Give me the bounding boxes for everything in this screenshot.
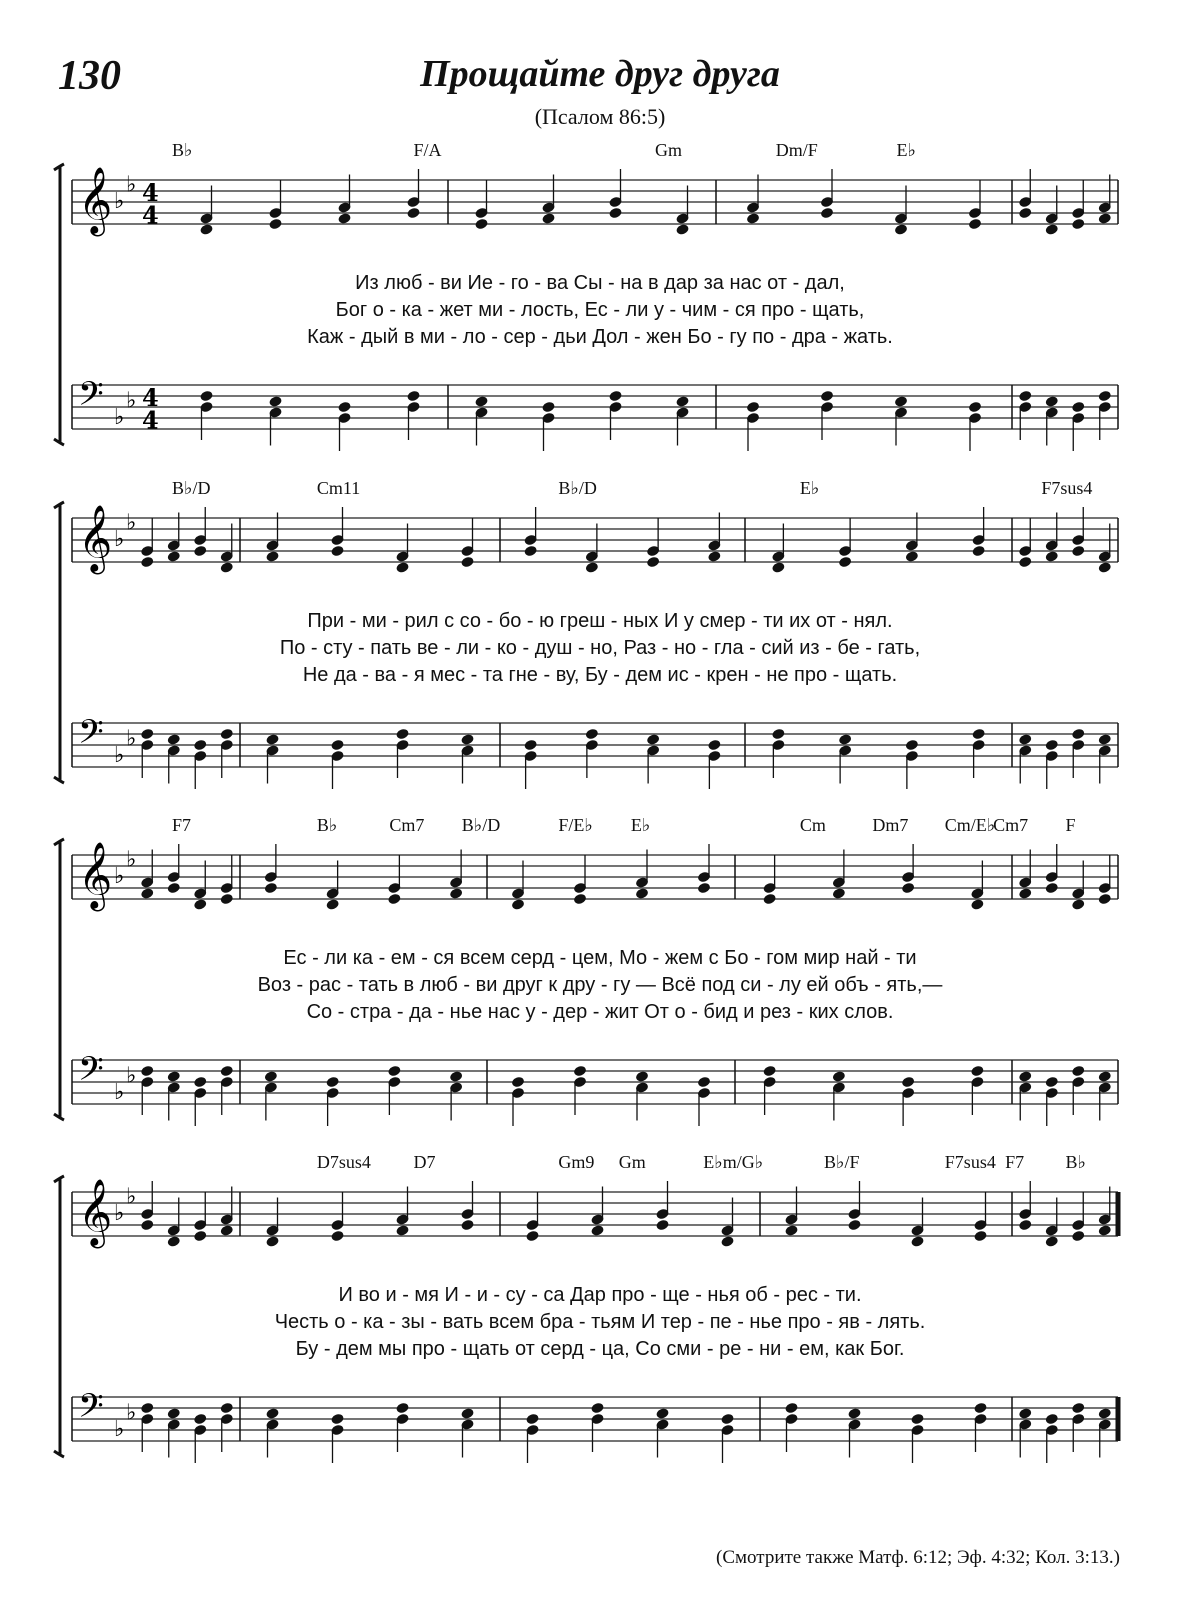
note-head [847,1219,861,1232]
note-head [746,212,760,225]
note-head [1098,1407,1112,1420]
note-head [970,898,984,911]
note-head [1071,1065,1085,1078]
note-head [970,1065,984,1078]
chord-symbol: E♭m/G♭ [703,1152,764,1172]
note-head [1045,395,1059,408]
note-head [655,1407,669,1420]
note-head [905,739,919,752]
chord-symbol: B♭ [316,815,338,835]
note-head [220,561,234,574]
chord-symbol: F [1065,815,1076,835]
note-head [541,212,555,225]
note-head [1045,1076,1059,1089]
note-head [697,882,711,895]
note-head [720,1235,734,1248]
note-head [820,390,834,403]
note-head [167,1235,181,1248]
note-head [523,739,537,752]
note-head [707,739,721,752]
chord-symbol: F7 [172,815,192,835]
note-head [1071,1402,1085,1415]
note-head [585,561,599,574]
note-head [1018,390,1032,403]
note-head [635,1070,649,1083]
note-head [968,218,982,231]
note-head [337,401,351,414]
chord-symbol: Dm/F [775,140,818,160]
note-head [167,1070,181,1083]
chord-symbol: Dm7 [872,815,909,835]
note-head [406,390,420,403]
note-head [1071,1230,1085,1243]
note-head [720,1413,734,1426]
lyric-line-1: И во и - мя И - и - су - са Дар про - ще - нья об - рес - ти. [338,1284,862,1306]
chord-symbol: E♭ [896,140,916,160]
note-head [762,1065,776,1078]
chord-symbol: F/E♭ [558,815,593,835]
note-head [1018,1070,1032,1083]
note-head [395,1224,409,1237]
note-head [220,893,234,906]
note-head [971,728,985,741]
note-head [1018,887,1032,900]
note-head [460,1407,474,1420]
chord-symbol: Cm/E♭ [944,815,996,835]
note-head [140,1219,154,1232]
note-head [635,887,649,900]
note-head [1071,728,1085,741]
note-head [1098,1224,1112,1237]
treble-clef: 𝄞 [78,1177,113,1246]
lyric-line-1: Из люб - ви Ие - го - ва Сы - на в дар за нас от - дал, [355,272,845,294]
note-head [140,1065,154,1078]
lyric-line-3: Не да - ва - я мес - та гне - ву, Бу - дем ис - крен - не про - щать. [302,664,898,686]
chord-symbol: F7 [1005,1152,1025,1172]
chord-symbol: D7 [413,1152,436,1172]
key-signature-flat: ♭ [126,1063,137,1089]
note-head [1018,556,1032,569]
note-head [1098,733,1112,746]
note-head [968,401,982,414]
note-head [449,887,463,900]
chord-symbol: Cm7 [993,815,1029,835]
note-head [140,887,154,900]
note-head [460,556,474,569]
note-head [140,728,154,741]
note-head [330,1230,344,1243]
note-head [585,728,599,741]
note-head [220,728,234,741]
note-head [265,1235,279,1248]
key-signature-flat: ♭ [114,189,125,214]
note-head [387,1065,401,1078]
note-head [1045,1235,1059,1248]
note-head [1071,545,1085,558]
lyric-line-2: Бог о - ка - жет ми - лость, Ес - ли у - чим - ся про - щать, [335,299,865,321]
key-signature-flat: ♭ [114,1417,125,1442]
note-head [511,898,525,911]
note-head [646,733,660,746]
note-head [167,1407,181,1420]
note-head [460,1219,474,1232]
note-head [220,1065,234,1078]
note-head [1018,1219,1032,1232]
key-signature-flat: ♭ [114,405,125,430]
note-head [1045,739,1059,752]
note-head [325,898,339,911]
lyric-line-1: Ес - ли ка - ем - ся всем серд - цем, Мо - жем с Бо - гом мир най - ти [283,947,917,969]
note-head [784,1224,798,1237]
note-head [1071,218,1085,231]
chord-symbol: Gm [618,1152,646,1172]
note-head [1018,207,1032,220]
note-head [573,1065,587,1078]
scripture-reference: (Псалом 86:5) [534,104,666,129]
note-head [264,882,278,895]
note-head [474,218,488,231]
time-signature-bottom: 4 [142,405,159,435]
note-head [193,898,207,911]
note-head [973,1402,987,1415]
note-head [675,395,689,408]
note-head [268,218,282,231]
note-head [910,1235,924,1248]
note-head [337,212,351,225]
hymn-number: 130 [58,53,121,99]
note-head [330,1413,344,1426]
key-signature-flat: ♭ [114,743,125,768]
note-head [220,1224,234,1237]
note-head [199,223,213,236]
chord-symbol: B♭/D [461,815,501,835]
note-head [832,887,846,900]
note-head [268,395,282,408]
note-head [894,223,908,236]
note-head [406,207,420,220]
note-head [707,550,721,563]
time-signature-bottom: 4 [142,200,159,230]
treble-clef: 𝄞 [78,503,113,572]
bass-clef: 𝄢 [78,375,104,422]
note-head [265,1407,279,1420]
chord-symbol: F7sus4 [944,1152,996,1172]
note-head [460,733,474,746]
see-also-reference: (Смотрите также Матф. 6:12; Эф. 4:32; Кол. 3:13.) [716,1547,1120,1568]
note-head [1045,550,1059,563]
note-head [762,893,776,906]
key-signature-flat: ♭ [126,1184,137,1210]
lyric-line-2: Воз - рас - тать в люб - ви друг к дру - гу — Всё под си - лу ей объ - ять,— [257,974,943,996]
bass-clef: 𝄢 [78,1387,104,1434]
chord-symbol: Gm9 [558,1152,595,1172]
note-head [832,1070,846,1083]
note-head [523,545,537,558]
key-signature-flat: ♭ [114,1201,125,1226]
note-head [167,733,181,746]
chord-symbol: Cm [799,815,826,835]
note-head [608,390,622,403]
chord-symbol: B♭/D [172,478,211,498]
treble-clef: 𝄞 [78,165,113,234]
key-signature-flat: ♭ [114,527,125,552]
chord-symbol: F7sus4 [1041,478,1093,498]
note-head [820,207,834,220]
note-head [901,882,915,895]
key-signature-flat: ♭ [126,847,137,873]
note-head [910,1413,924,1426]
note-head [140,556,154,569]
note-head [449,1070,463,1083]
chord-symbol: Gm [655,140,682,160]
note-head [1098,212,1112,225]
note-head [771,561,785,574]
lyric-line-3: Каж - дый в ми - ло - сер - дьи Дол - жен Бо - гу по - дра - жать. [307,326,893,348]
note-head [474,395,488,408]
chord-symbol: B♭ [172,140,193,160]
chord-symbol: D7sus4 [316,1152,371,1172]
lyric-line-1: При - ми - рил с со - бо - ю греш - ных И у смер - ти их от - нял. [307,610,893,632]
note-head [330,739,344,752]
note-head [1018,1407,1032,1420]
note-head [1071,898,1085,911]
note-head [746,401,760,414]
key-signature-flat: ♭ [114,1080,125,1105]
key-signature-flat: ♭ [126,726,137,752]
chord-symbol: E♭ [630,815,651,835]
note-head [1045,882,1059,895]
chord-symbol: F/A [413,140,442,160]
note-head [265,550,279,563]
chord-symbol: Cm7 [389,815,425,835]
note-head [1045,1413,1059,1426]
note-head [220,1402,234,1415]
note-head [265,733,279,746]
note-head [193,545,207,558]
note-head [655,1219,669,1232]
note-head [325,1076,339,1089]
chord-symbol: B♭/D [558,478,597,498]
note-head [541,401,555,414]
note-head [199,390,213,403]
note-head [973,1230,987,1243]
key-signature-flat: ♭ [126,172,137,198]
note-head [901,1076,915,1089]
note-head [675,223,689,236]
note-head [167,882,181,895]
hymn-title: Прощайте друг друга [420,53,780,95]
note-head [784,1402,798,1415]
note-head [1098,390,1112,403]
note-head [264,1070,278,1083]
note-head [193,1413,207,1426]
note-head [1098,1070,1112,1083]
note-head [1045,223,1059,236]
chord-symbol: B♭ [1065,1152,1087,1172]
note-head [697,1076,711,1089]
chord-symbol: Cm11 [316,478,361,498]
note-head [167,550,181,563]
note-head [193,739,207,752]
key-signature-flat: ♭ [126,1400,137,1426]
treble-clef: 𝄞 [78,840,113,909]
note-head [525,1413,539,1426]
note-head [525,1230,539,1243]
note-head [590,1224,604,1237]
note-head [193,1076,207,1089]
time-signature-top: 4 [142,382,159,412]
note-head [330,545,344,558]
note-head [838,733,852,746]
note-head [894,395,908,408]
lyric-line-3: Со - стра - да - нье нас у - дер - жит От о - бид и рез - ких слов. [306,1001,894,1023]
key-signature-flat: ♭ [126,510,137,536]
note-head [1018,733,1032,746]
note-head [573,893,587,906]
note-head [847,1407,861,1420]
note-head [395,728,409,741]
note-head [646,556,660,569]
note-head [771,728,785,741]
note-head [838,556,852,569]
note-head [511,1076,525,1089]
bass-clef: 𝄢 [78,1050,104,1097]
note-head [1098,893,1112,906]
lyric-line-3: Бу - дем мы про - щать от серд - ца, Со сми - ре - ни - ем, как Бог. [295,1338,905,1360]
note-head [387,893,401,906]
lyric-line-2: Честь о - ка - зы - вать всем бра - тьям И тер - пе - нье про - яв - лять. [274,1311,926,1333]
lyric-line-2: По - сту - пать ве - ли - ко - душ - но, Раз - но - гла - сий из - бе - гать, [279,637,921,659]
note-head [1098,561,1112,574]
chord-symbol: E♭ [799,478,820,498]
note-head [193,1230,207,1243]
time-signature-top: 4 [142,177,159,207]
key-signature-flat: ♭ [126,388,137,414]
note-head [395,561,409,574]
bass-clef: 𝄢 [78,713,104,760]
note-head [140,1402,154,1415]
key-signature-flat: ♭ [114,864,125,889]
note-head [395,1402,409,1415]
note-head [971,545,985,558]
note-head [608,207,622,220]
note-head [590,1402,604,1415]
note-head [1071,401,1085,414]
note-head [905,550,919,563]
chord-symbol: B♭/F [824,1152,860,1172]
